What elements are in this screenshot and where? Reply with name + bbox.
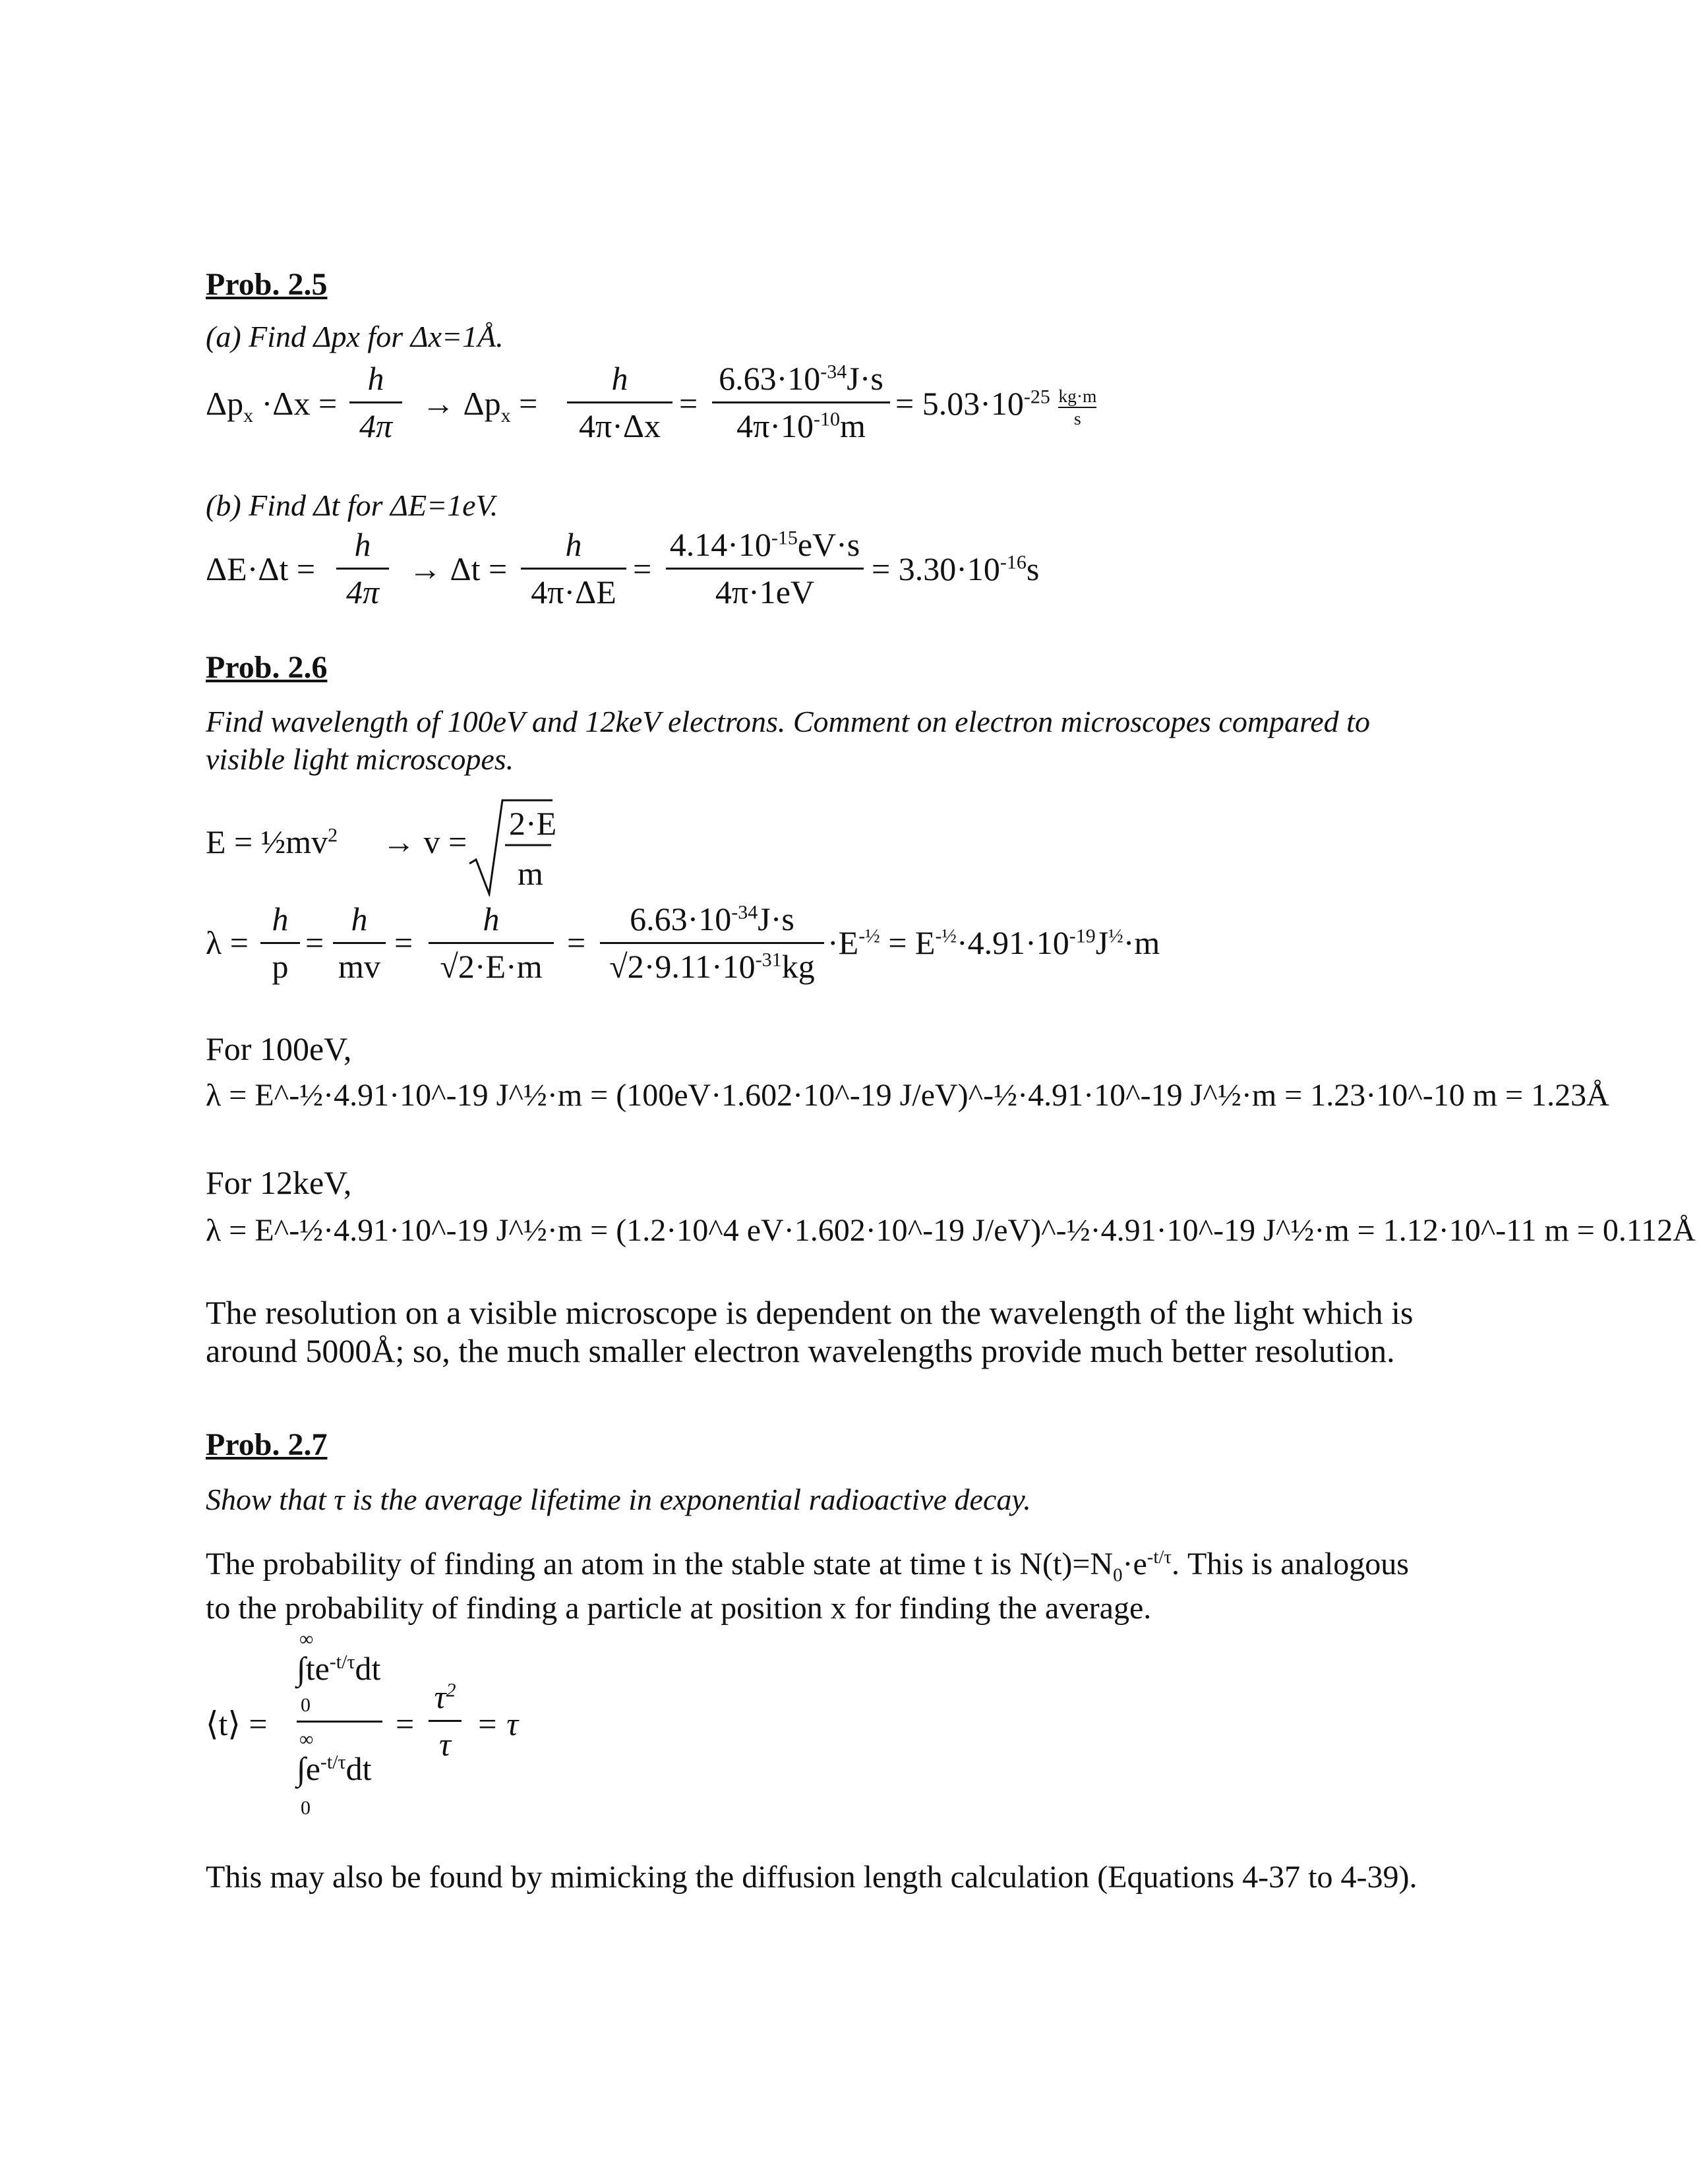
h-over-sqrt2em: h √2·E·m (429, 902, 554, 984)
prob-2-7-statement: Show that τ is the average lifetime in exponential radioactive decay. (206, 1483, 1031, 1516)
dpx-dx-label: $\Delta p_x \cdot\Delta x$ = (206, 385, 338, 427)
for-12kev-equation: λ = E^-½·4.91·10^-19 J^½·m = (1.2·10^4 eV·1.602·10^-19 J/eV)^-½·4.91·10^-19 J^½·m = 1.12·10^-11 m = 0.112Å (206, 1213, 1696, 1248)
lambda-tail: $\cdot E^{-\frac{1}{2}} = E^{-\frac{1}{2}}\cdot 4.91\cdot 10^{-19}J^{\frac{1}{2}}\cdot m$ (827, 924, 1160, 961)
dt-result: = $3.30\cdot 10^{-16}s$ (872, 550, 1040, 587)
velocity-label: → v = (382, 823, 467, 860)
resolution-line2: around 5000Å; so, the much smaller electron wavelengths provide much better resolution. (206, 1332, 1395, 1369)
lambda-numeric-fraction: $6.63\cdot 10^{-34}J\cdot s$ $√2\cdot 9.11\cdot 10^{-31}kg$ (600, 902, 824, 984)
h-over-4pi-fraction: h 4π (349, 361, 402, 443)
sqrt-numerator: 2·E (509, 805, 557, 842)
h-over-4pi-de-fraction: h 4π·ΔE (521, 527, 626, 609)
fraction-bar (297, 1721, 382, 1723)
h-over-mv: h mv (333, 902, 386, 984)
eq-2: = (394, 924, 413, 961)
closing-line: This may also be found by mimicking the diffusion length calculation (Equations 4-37 to 4-39). (206, 1860, 1418, 1895)
prob-2-7-body-line1: The probability of finding an atom in the stable state at time t is $N(t)=N_0\cdot e^{-t/\tau}$. This is analogous (206, 1547, 1409, 1586)
prob-2-5a-statement: (a) Find Δpx for Δx=1Å. (206, 320, 504, 353)
prob-2-5-heading: Prob. 2.5 (206, 267, 328, 302)
lower-limit-num: 0 (301, 1694, 311, 1716)
for-100ev-label: For 100eV, (206, 1030, 352, 1067)
lower-limit-den: 0 (301, 1797, 311, 1819)
kinetic-energy: $E = \frac{1}{2}mv^2$ (206, 823, 338, 860)
upper-limit-num: ∞ (299, 1628, 314, 1650)
prob-2-6-heading: Prob. 2.6 (206, 650, 328, 685)
h-over-4pi-fraction-b: h 4π (336, 527, 389, 609)
equals-sign-b: = (633, 550, 652, 587)
for-12kev-label: For 12keV, (206, 1164, 352, 1201)
for-100ev-equation: λ = E^-½·4.91·10^-19 J^½·m = (100eV·1.602·10^-19 J/eV)^-½·4.91·10^-19 J^½·m = 1.23·10^-10 m = 1.23Å (206, 1078, 1609, 1113)
arrow-b: → Δt = (409, 550, 508, 587)
prob-2-6-statement-line2: visible light microscopes. (206, 742, 514, 776)
integral-denominator: $\int e^{-t/\tau}dt$ (297, 1750, 372, 1787)
integral-numerator: $\int te^{-t/\tau}dt$ (297, 1650, 381, 1687)
h-over-p: h p (260, 902, 300, 984)
dpx-result: = $5.03\cdot 10^{-25} \frac{kg\cdot m}{s}$ (895, 385, 1097, 428)
sqrt-2e-over-m (468, 798, 557, 897)
equals-sign: = (679, 385, 698, 422)
result-tau: = τ (476, 1705, 519, 1742)
h-over-4pi-dx-fraction: h 4π·Δx (567, 361, 672, 443)
numeric-fraction: $6.63\cdot 10^{-34}J\cdot s$ $4\pi\cdot 10^{-10}m$ (712, 361, 890, 443)
arrow: → $\Delta p_x$ = (422, 385, 538, 427)
prob-2-6-statement-line1: Find wavelength of 100eV and 12keV electrons. Comment on electron microscopes compared to (206, 705, 1370, 738)
resolution-line1: The resolution on a visible microscope is dependent on the wavelength of the light which is (206, 1294, 1414, 1331)
numeric-fraction-b: $4.14\cdot 10^{-15}eV\cdot s$ 4π·1eV (666, 527, 864, 609)
eq-1: = (305, 924, 324, 961)
upper-limit-den: ∞ (299, 1728, 314, 1750)
prob-2-7-body-line2: to the probability of finding a particle at position x for finding the average. (206, 1591, 1152, 1626)
prob-2-7-heading: Prob. 2.7 (206, 1427, 328, 1462)
tau2-over-tau: $\tau^2$ τ (429, 1680, 462, 1761)
eq-tau-1: = (396, 1705, 415, 1742)
prob-2-5b-statement: (b) Find Δt for ΔE=1eV. (206, 488, 498, 522)
eq-3: = (567, 924, 586, 961)
avg-t-label: ⟨t⟩ = (206, 1705, 268, 1742)
sqrt-denominator: m (518, 855, 543, 892)
integral-fraction (297, 1628, 389, 1826)
de-dt-label: ΔE·Δt = (206, 550, 316, 587)
lambda-label: λ = (206, 924, 249, 961)
